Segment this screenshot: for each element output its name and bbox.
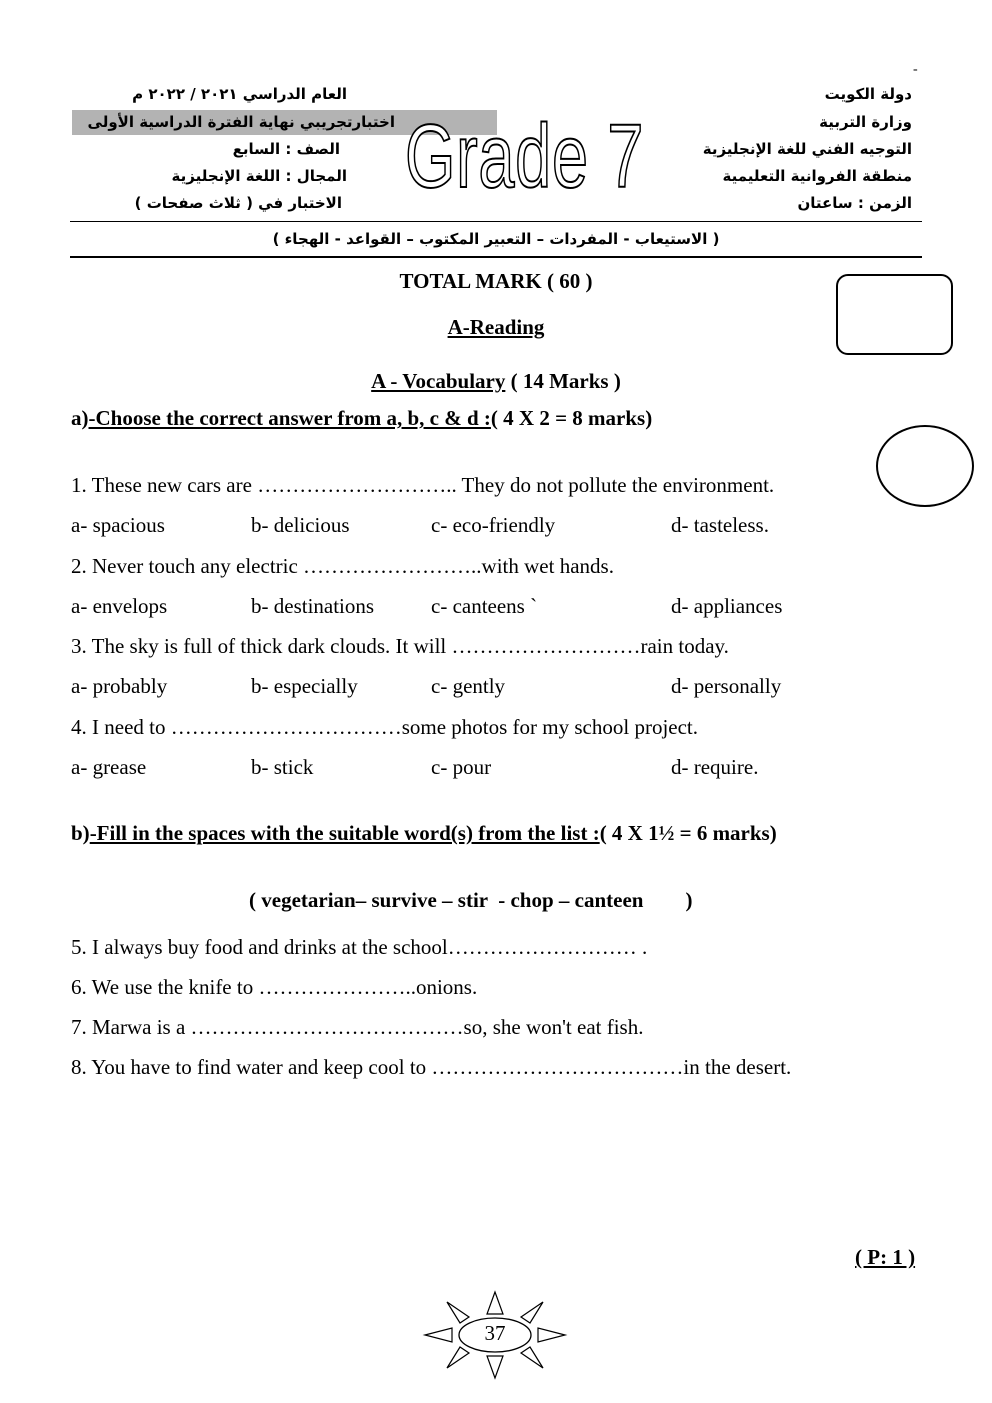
- sentence-5: 5. I always buy food and drinks at the school……………………… .: [71, 935, 648, 959]
- q3-option-a: a- probably: [71, 674, 168, 698]
- part-a-instruction: [71, 406, 652, 431]
- q4-option-c: c- pour: [431, 755, 492, 779]
- header-grade: الصف : السابع: [232, 140, 340, 158]
- word-list: ( vegetarian– survive – stir - chop – canteen ): [249, 888, 693, 912]
- question-4: 4. I need to ……………………………some photos for my school project.: [71, 715, 699, 739]
- question-2: 2. Never touch any electric ……………………..with wet hands.: [71, 554, 614, 578]
- q2-option-c: c- canteens `: [431, 594, 538, 618]
- sentence-6: 6. We use the knife to …………………..onions.: [71, 975, 478, 999]
- header-country: دولة الكويت: [824, 85, 912, 103]
- q1-option-a: a- spacious: [71, 513, 165, 537]
- q1-option-d: d- tasteless.: [671, 513, 769, 537]
- part-b-marks: ( 4 X 1½ = 6 marks): [599, 821, 777, 845]
- header-ministry: وزارة التربية: [819, 113, 912, 131]
- q3-option-c: c- gently: [431, 674, 506, 698]
- part-b-prefix: b): [71, 821, 90, 845]
- header-divider-top: [70, 221, 922, 222]
- q4-option-a: a- grease: [71, 755, 147, 779]
- header-subject: المجال : اللغة الإنجليزية: [171, 167, 347, 185]
- score-circle: [876, 425, 974, 507]
- q3-option-d: d- personally: [671, 674, 782, 698]
- header-supervision: التوجيه الفني للغة الإنجليزية: [702, 140, 912, 158]
- q2-option-d: d- appliances: [671, 594, 783, 618]
- header-divider-bottom: [70, 256, 922, 258]
- page-number-sun: [422, 1290, 568, 1380]
- q1-option-c: c- eco-friendly: [431, 513, 556, 537]
- question-1: 1. These new cars are ……………………….. They do not pollute the environment.: [71, 473, 775, 497]
- question-3: 3. The sky is full of thick dark clouds. It will ………………………rain today.: [71, 634, 729, 658]
- vocabulary-title: [0, 369, 992, 394]
- page-number: 37: [484, 1321, 506, 1345]
- q1-option-b: b- delicious: [251, 513, 350, 537]
- header-pages: الاختبار في ( ثلاث صفحات ): [134, 194, 342, 212]
- reading-title: A-Reading: [447, 315, 545, 339]
- q4-option-d: d- require.: [671, 755, 759, 779]
- top-mark: -: [913, 62, 918, 77]
- q3-option-b: b- especially: [251, 674, 358, 698]
- page-label: ( P: 1 ): [855, 1245, 916, 1269]
- header-duration: الزمن : ساعتان: [797, 194, 912, 212]
- part-b-instruction-text: -Fill in the spaces with the suitable word(s) from the list :: [89, 821, 600, 845]
- part-b-instruction: [71, 821, 777, 846]
- q2-option-a: a- envelops: [71, 594, 168, 618]
- sentence-7: 7. Marwa is a …………………………………so, she won't eat fish.: [71, 1015, 644, 1039]
- header-district: منطقة الفروانية التعليمية: [722, 167, 912, 185]
- header-exam-title: اختبارتجريبي نهاية الفترة الدراسية الأولى: [87, 113, 395, 131]
- vocabulary-marks: ( 14 Marks ): [505, 369, 621, 393]
- sentence-8: 8. You have to find water and keep cool to ………………………………in the desert.: [71, 1055, 792, 1079]
- part-a-marks: ( 4 X 2 = 8 marks): [490, 406, 653, 430]
- part-a-instruction-text: -Choose the correct answer from a, b, c & d :: [88, 406, 491, 430]
- header-school-year: العام الدراسي ٢٠٢١ / ٢٠٢٢ م: [132, 85, 347, 103]
- q2-option-b: b- destinations: [251, 594, 375, 618]
- sections-line: ( الاستيعاب - المفردات – التعبير المكتوب – القواعد - الهجاء ): [272, 230, 720, 248]
- q4-option-b: b- stick: [251, 755, 314, 779]
- grade-title: Grade 7: [405, 107, 645, 207]
- total-mark: TOTAL MARK ( 60 ): [399, 269, 593, 293]
- vocabulary-heading: A - Vocabulary: [371, 369, 506, 393]
- part-a-prefix: a): [71, 406, 89, 430]
